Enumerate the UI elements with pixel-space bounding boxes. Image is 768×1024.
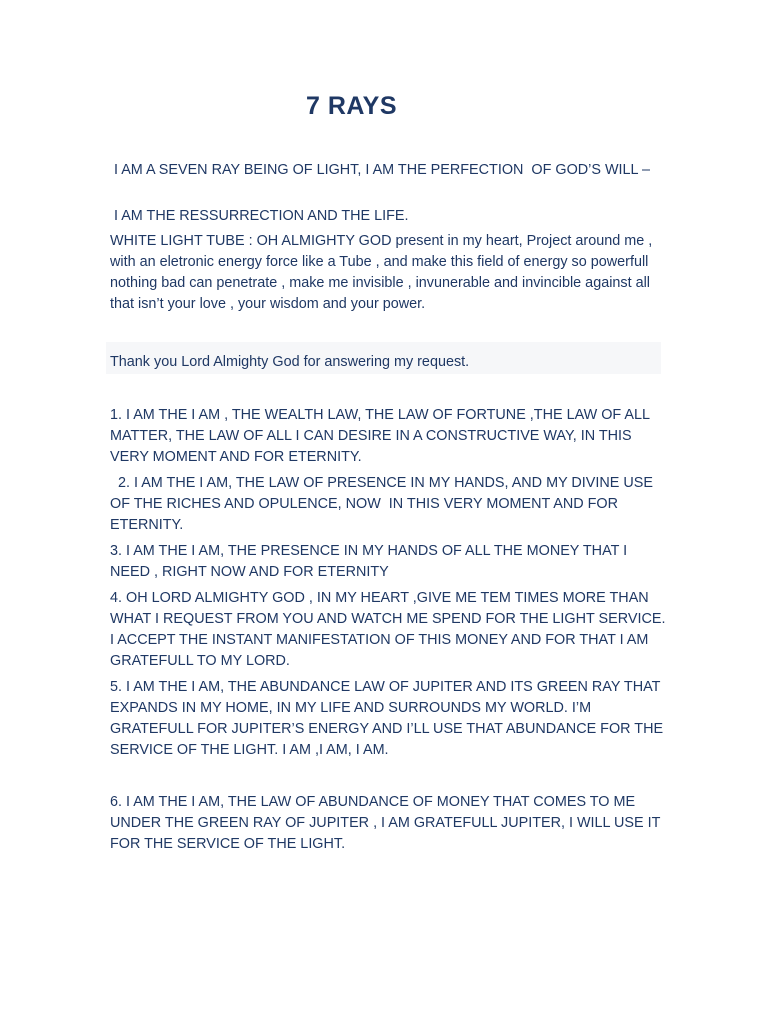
affirmation-3: 3. I AM THE I AM, THE PRESENCE IN MY HANDS OF ALL THE MONEY THAT I NEED , RIGHT NOW AND FOR ETERNITY [110,543,628,580]
affirmation-5: 5. I AM THE I AM, THE ABUNDANCE LAW OF JUPITER AND ITS GREEN RAY THAT EXPANDS IN MY HOME, IN MY LIFE AND SURROUNDS MY WORLD. I’M GRATEFULL FOR JUPITER’S ENERGY AND I’LL USE THAT ABUNDANCE FOR THE SERVICE OF THE LIGHT. I AM ,I AM, I AM. [110,679,664,758]
document-title: 7 RAYS [306,92,398,120]
intro-resurrection: I AM THE RESSURRECTION AND THE LIFE. [110,208,409,224]
intro-white-light-tube: WHITE LIGHT TUBE : OH ALMIGHTY GOD present in my heart, Project around me , with an eletronic energy force like a Tube , and make this field of energy so powerfull nothing bad can penetrate , make me invisible , invunerable and invincible against all that isn’t your love , your wisdom and your power. [110,233,653,312]
affirmation-4: 4. OH LORD ALMIGHTY GOD , IN MY HEART ,GIVE ME TEM TIMES MORE THAN WHAT I REQUEST FROM YOU AND WATCH ME SPEND FOR THE LIGHT SERVICE. I ACCEPT THE INSTANT MANIFESTATION OF THIS MONEY AND FOR THAT I AM GRATEFULL TO MY LORD. [110,590,666,669]
affirmation-2: 2. I AM THE I AM, THE LAW OF PRESENCE IN MY HANDS, AND MY DIVINE USE OF THE RICHES AND OPULENCE, NOW IN THIS VERY MOMENT AND FOR ETERNITY. [110,475,657,533]
affirmation-1: 1. I AM THE I AM , THE WEALTH LAW, THE LAW OF FORTUNE ,THE LAW OF ALL MATTER, THE LAW OF ALL I CAN DESIRE IN A CONSTRUCTIVE WAY, IN THIS VERY MOMENT AND FOR ETERNITY. [110,407,650,465]
affirmation-6: 6. I AM THE I AM, THE LAW OF ABUNDANCE OF MONEY THAT COMES TO ME UNDER THE GREEN RAY OF JUPITER , I AM GRATEFULL JUPITER, I WILL USE IT FOR THE SERVICE OF THE LIGHT. [110,794,661,852]
thanks-line: Thank you Lord Almighty God for answering my request. [110,354,470,370]
intro-seven-ray: I AM A SEVEN RAY BEING OF LIGHT, I AM THE PERFECTION OF GOD’S WILL – [110,162,651,178]
